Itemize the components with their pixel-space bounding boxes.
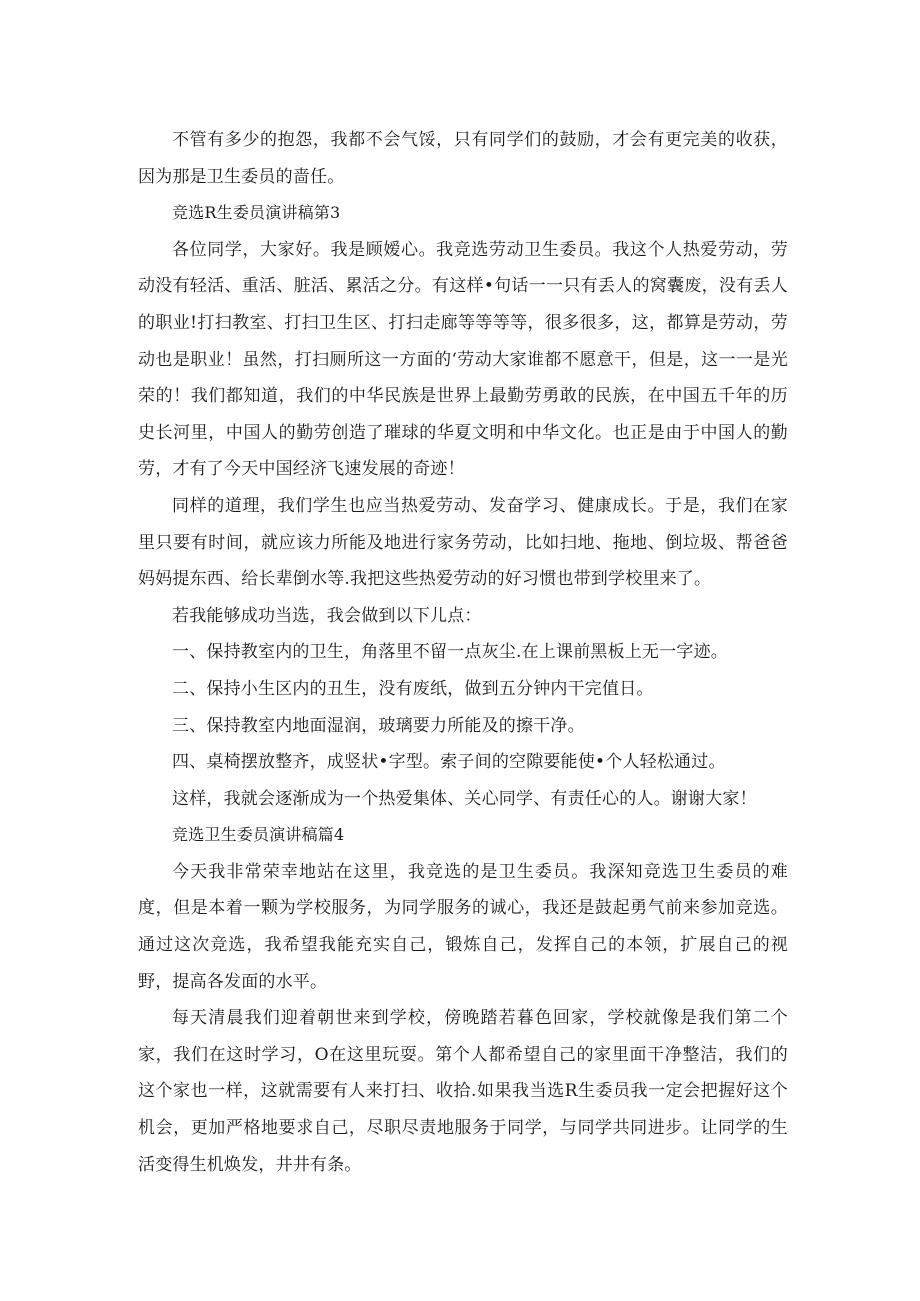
- paragraph: 今天我非常荣幸地站在这里，我竞选的是卫生委员。我深知竞选卫生委员的难度，但是本着一颗为学校服务，为同学服务的诚心，我还是鼓起勇气前来参加竞选。通过这次竞选，我希望我能充实自己，锻炼自己，发挥自己的本领，扩展自己的视野，提高各发面的水平。: [138, 861, 788, 992]
- section-heading: 竞选R生委员演讲稿第3: [172, 203, 341, 223]
- paragraph: 每天清晨我们迎着朝世来到学校，傍晚踏若暮色回家，学校就像是我们第二个家，我们在这时学习，O在这里玩耍。第个人都希望自己的家里面干净整洁，我们的这个家也一样，这就需要有人来打扫、收拾.如果我当选R生委员我一定会把握好这个机会，更加严格地要求自己，尽职尽责地服务于同学，与同学共同进步。让同学的生活变得生机焕发，井井有条。: [138, 1008, 788, 1175]
- paragraph: 这样，我就会逐渐成为一个热爱集体、关心同学、有责任心的人。谢谢大家！: [172, 788, 757, 809]
- document-page: [138, 122, 788, 1183]
- paragraph: 同样的道理，我们学生也应当热爱劳动、发奋学习、健康成长。于是，我们在家里只要有时间，就应该力所能及地进行家务劳动，比如扫地、拖地、倒垃圾、帮爸爸妈妈提东西、给长辈倒水等.我把这些热爱劳动的好习惯也带到学校里来了。: [138, 495, 788, 590]
- list-item: 四、桌椅摆放整齐，成竖状•字型。索子间的空隙要能使•个人轻松通过。: [172, 752, 726, 773]
- list-item: 二、保持小生区内的丑生，没有废纸，做到五分钟内干完值日。: [172, 678, 654, 699]
- paragraph: 不管有多少的抱怨，我都不会气馁，只有同学们的鼓励，才会有更完美的收获，因为那是卫生委员的啬任。: [138, 130, 788, 187]
- paragraph: 各位同学，大家好。我是顾嫒心。我竞选劳动卫生委员。我这个人热爱劳动，劳动没有轻活、重活、脏活、累活之分。有这样•句话一一只有丢人的窝囊废，没有丢人的职业!打扫教室、打扫卫生区、打扫走廊等等等等，很多很多，这，都算是劳动，劳动也是职业！虽然，打扫厕所这一方面的‘劳动大家谁都不愿意干，但是，这一一是光荣的！我们都知道，我们的中华民族是世界上最勤劳勇敢的民族，在中国五千年的历史长河里，中国人的勤劳创造了璀球的华夏文明和中华文化。也正是由于中国人的勤劳，才有了今天中国经济飞速发展的奇迹！: [138, 239, 788, 480]
- section-heading: 竞选卫生委员演讲稿篇4: [172, 825, 345, 845]
- paragraph: 若我能够成功当选，我会做到以下儿点：: [172, 605, 482, 626]
- list-item: 三、保持教室内地面湿润，玻璃要力所能及的擦干净。: [172, 715, 585, 736]
- list-item: 一、保持教室内的卫生，角落里不留一点灰尘.在上课前黑板上无一字迹。: [172, 642, 729, 663]
